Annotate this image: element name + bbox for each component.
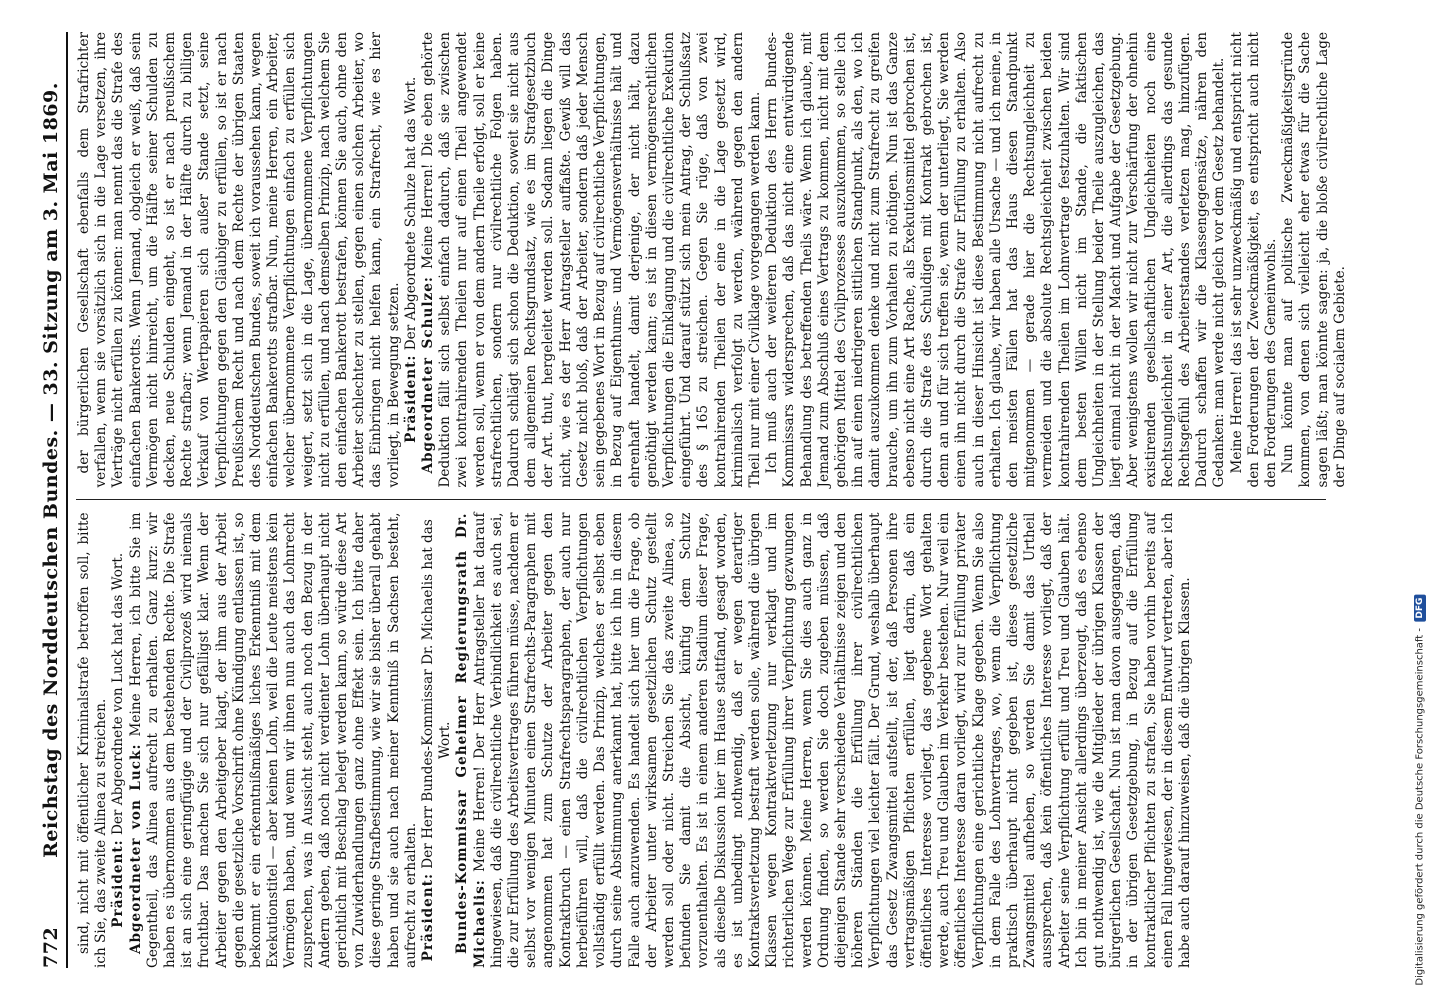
digitization-credit <box>1414 595 1426 986</box>
paragraph <box>420 32 764 488</box>
paragraph-text: der bürgerlichen Gesellschaft ebenfalls dem Strafrichter verfallen, wenn sie vorsätzlich sich in die Lage versetzen, ihre Verträge nicht erfüllen zu können: man nennt das die Strafe des einfachen Bankerotts. Wenn Jemand, obgleich er weiß, daß sein Vermögen nicht hinreicht, um die Hälfte seiner Schulden zu decken, neue Schulden eingeht, so ist er nach preußischem Rechte strafbar; wenn Jemand in der Hälfte durch zu billigen Verkauf von Wertpapieren sich außer Stande setzt, seine Verpflichtungen gegen den Gläubiger zu erfüllen, so ist er nach Preußischem Recht und nach dem Rechte der übrigen Staaten des Norddeutschen Bundes, soweit ich voraussehen kann, wegen einfachen Bankerotts strafbar. Nun, meine Herren, ein Arbeiter, welcher übernommene Verpflichtungen einfach zu erfüllen sich weigert, setzt sich in die Lage, übernommene Verpflichtungen nicht zu erfüllen, und nach demselben Prinzip, nach welchem Sie den einfachen Bankerott bestrafen, können Sie auch, ohne den Arbeiter schlechter zu stellen, gegen einen solchen Arbeiter, wo das Einbringen nicht helfen kann, ein Strafrecht, wie es hier vorliegt, in Bewegung setzen. <box>76 32 402 488</box>
dfg-logo: DFG <box>1414 595 1426 622</box>
speaker-heading <box>420 513 454 969</box>
speaker-name: Präsident: <box>420 873 437 962</box>
credit-text: Digitalisierung gefördert durch die Deutsche Forschungsgemeinschaft - <box>1414 628 1426 986</box>
paragraph-text: Meine Herren, ich bitte Sie im Gegentheil, das Alinea aufrecht zu erhalten. Ganz kurz: wir haben es übernommen aus dem bestehenden Rechte. Die Strafe ist an sich eine geringfügige und der Civilprozeß wird niemals fruchtbar. Das machen Sie sich nur gefälligst klar. Wenn der Arbeiter gegen den Arbeitgeber klagt, der ihm aus der Arbeit gegen die gesetzliche Vorschrift ohne Kündigung entlassen ist, so bekommt er ein erkenntnißmäßiges liches Erkenntniß mit dem Exekutionstitel — aber keinen Lohn, weil die Leute meistens kein Vermögen haben, und wenn wir ihnen nun auch das Lohnrecht zusprechen, was in Aussicht steht, auch noch den Bezug in der Andern geben, daß noch nicht verdienter Lohn überhaupt nicht gerichtlich mit Beschlag belegt werden kann, so würde diese Art von Zuwiderhandlungen ganz ohne Effekt sein. Ich bitte daher diese geringe Strafbestimmung, wie wir sie bisher überall gehabt haben und sie auch nach meiner Kenntniß in Sachsen besteht, aufrecht zu erhalten. <box>127 512 419 968</box>
page-number: 772 <box>40 926 62 968</box>
paragraph-text: sind, nicht mit öffentlicher Kriminalstrafe betroffen soll, bitte ich Sie, das zweite Alinea zu streichen. <box>76 512 110 968</box>
speaker-heading <box>403 32 420 488</box>
paragraph <box>1280 32 1349 488</box>
paragraph-text: Der Abgeordnete von Luck hat das Wort. <box>110 552 127 836</box>
paragraph-text: Der Abgeordnete Schulze hat das Wort. <box>402 76 419 351</box>
paragraph-text: Der Herr Bundes-Kommissar Dr. Michaelis hat das Wort. <box>420 519 454 869</box>
paragraph <box>764 32 1228 488</box>
paragraph-text: Ich muß auch der weiteren Deduktion des Herrn Bundes-Kommissars widersprechen, daß das nicht eine entwürdigende Behandlung des betreffenden Theils wäre. Wenn ich glaube, mit Jemand zum Abschluß eines Vertrags zu kommen, nicht mit dem gehörigen Mittel des Civilprozesses auszukommen, so stelle ich ihn auf einen niedrigeren sittlichen Standpunkt, als den, wo ich damit auszukommen denke und nicht zum Strafrecht zu greifen brauche, um ihn zum Vorhalten zu nöthigen. Nun ist das Ganze ebenso nicht eine Art Rache, als Exekutionsmittel gebrochen ist, durch die Strafe des Schuldigen mit Kontrakt gebrochen ist, denn an und für sich treffen sie, wenn der unterliegt, Sie werden einen ihn nicht durch die Strafe zur Erfüllung zu erhalten. Also auch in dieser Hinsicht ist diese Bestimmung nicht aufrecht zu erhalten. Ich glaube, wir haben alle Ursache — und ich meine, in den meisten Fällen hat das Haus diesen Standpunkt mitgenommen — gerade hier die Rechtsungleichheit zu vermeiden und die absolute Rechtsgleichheit zwischen beiden kontrahirenden Theilen im Lohnvertrage festzuhalten. Wir sind dem besten Willen nicht im Stande, die faktischen Ungleichheiten in der Stellung beider Theile auszugleichen, das liegt einmal nicht in der Macht und Aufgabe der Gesetzgebung. Aber wenigstens wollen wir nicht zur Verschärfung der ohnehin existirenden gesellschaftlichen Ungleichheiten noch eine Rechtsungleichheit in einer Art, die allerdings das gesunde Rechtsgefühl des Arbeiterstandes verletzen mag, hinzufügen. Dadurch schaffen wir die Klassengegensätze, nähren den Gedanken: man werde nicht gleich vor dem Gesetz behandelt. <box>764 32 1228 488</box>
left-column <box>76 501 1326 969</box>
page-title: Reichstag des Norddeutschen Bundes. — 33. Sitzung am 3. Mai 1869. <box>40 82 62 858</box>
running-head <box>40 32 68 968</box>
speaker-name: Bundes-Kommissar Geheimer Regierungsrath Dr. Michaelis: <box>454 512 488 968</box>
speaker-name: Abgeordneter von Luck: <box>127 743 144 954</box>
paragraph <box>76 32 403 488</box>
paragraph <box>128 513 420 969</box>
paragraph <box>1229 32 1281 488</box>
paragraph-text: Nun könnte man auf politische Zweckmäßigkeitsgründe kommen, von denen sich vielleicht eher etwas für die Sache sagen läßt; man könnte sagen: ja, die bloße civilrechtliche Lage der Dinge auf socialem Gebiete. <box>1280 32 1348 488</box>
paragraph-text: Meine Herren! Der Herr Antragsteller hat darauf hingewiesen, daß die civilrechtliche Verbindlichkeit es auch sei, die zur Erfüllung des Arbeitsvertrages führen müsse, nachdem er selbst vor wenigen Minuten einen Strafrechts-Paragraphen mit angenommen hat zum Schutze der Arbeiter gegen den Kontraktbruch — einen Strafrechtsparagraphen, der auch nur herbeiführen will, daß die civilrechtlichen Verpflichtungen vollständig erfüllt werden. Das Prinzip, welches er selbst eben durch seine Abstimmung anerkannt hat, bitte ich ihn in diesem Falle auch anzuwenden. Es handelt sich hier um die Frage, ob der Arbeiter unter wirksamen gesetzlichen Schutz gestellt werden soll oder nicht. Streichen Sie das zweite Alinea, so befunden Sie damit die Absicht, künftig dem Schutz vorzuenthalten. Es ist in einem anderen Stadium dieser Frage, als dieselbe Diskussion hier im Hause stattfand, gesagt worden, es ist unbedingt nothwendig, daß er wegen derartiger Kontraktsverletzung bestraft werden solle, während die übrigen Klassen wegen Kontraktverletzung nur verklagt und im richterlichen Wege zur Erfüllung ihrer Verpflichtung gezwungen werden können. Meine Herren, wenn Sie dies auch ganz in Ordnung finden, so werden Sie doch zugeben müssen, daß diejenigen Stande sehr verschiedene Verhältnisse zeigen und den höheren Ständen die Erfüllung ihrer civilrechtlichen Verpflichtungen viel leichter fällt. Der Grund, weshalb überhaupt das Gesetz Zwangsmittel aufstellt, ist der, daß Personen ihre vertragsmäßigen Pflichten erfüllen, liegt darin, daß ein öffentliches Interesse vorliegt, das gegebene Wort gehalten werde, auch Treu und Glauben im Verkehr bestehen. Nur weil ein öffentliches Interesse daran vorliegt, wird zur Erfüllung privater Verpflichtungen eine gerichtliche Klage gegeben. Wenn Sie also in dem Falle des Lohnvertrages, wo, wenn die Verpflichtung praktisch überhaupt nicht gegeben ist, dieses gesetzliche Zwangsmittel aufheben, so werden Sie damit das Urtheil aussprechen, daß kein öffentliches Interesse vorliegt, daß der Arbeiter seine Verpflichtung erfüllt und Treu und Glauben hält. Ich bin in meiner Ansicht allerdings überzeugt, daß es ebenso gut nothwendig ist, wie die Mitglieder der übrigen Klassen der bürgerlichen Gesellschaft. Nun ist man davon ausgegangen, daß in der übrigen Gesetzgebung, in Bezug auf die Erfüllung kontraktlicher Pflichten zu strafen, Sie haben vorhin bereits auf einen Fall hingewiesen, der in diesem Entwurf vertreten, aber ich habe auch darauf hinzuweisen, daß die übrigen Klassen. <box>471 512 1193 968</box>
paragraph <box>454 513 1194 969</box>
speaker-heading <box>110 513 127 969</box>
speaker-name: Präsident: <box>402 354 419 443</box>
speaker-name: Präsident: <box>110 839 127 928</box>
speaker-name: Abgeordneter Schulze: <box>420 276 437 474</box>
text-columns <box>76 32 1348 968</box>
paragraph <box>76 513 110 969</box>
column-divider <box>76 500 1326 501</box>
paragraph-text: Meine Herren! das ist sehr unzweckmäßig und entspricht nicht den Forderungen der Zweckmäßigkeit, es entspricht auch nicht den Forderungen des Gemeinwohls. <box>1228 32 1280 488</box>
paragraph-text: Meine Herren! Die eben gehörte Deduktion fällt sich selbst einfach dadurch, daß sie zwischen zwei kontrahirenden Theilen nur auf einen Theil angewendet werden soll, wenn er von dem andern Theile erfolgt, soll er keine strafrechtlichen, sondern nur civilrechtliche Folgen haben. Dadurch schlägt sich schon die Deduktion, soweit sie nicht aus dem allgemeinen Rechtsgrundsatz, wie es im Strafgesetzbuch der Art. thut, hergeleitet werden soll. Sodann liegen die Dinge nicht, wie es der Herr Antragsteller auffaßte. Gewiß will das Gesetz nicht bloß, daß der Arbeiter, sondern daß jeder Mensch sein gegebenes Wort in Bezug auf civilrechtliche Verpflichtungen, in Bezug auf Eigenthums- und Vermögensverhältnisse hält und ehrenhaft handelt, damit derjenige, der nicht hält, dazu genöthigt werden kann; es ist in diesen vermögensrechtlichen Verpflichtungen die Einklagung und die civilrechtliche Exekution eingeführt. Und darauf stützt sich mein Antrag, der Schlußsatz des § 165 zu streichen. Gegen Sie rüge, daß von zwei kontrahirenden Theilen der eine in die Lage gesetzt wird, kriminalisch verfolgt zu werden, während gegen den andern Theil nur mit einer Civilklage vorgegangen werden kann. <box>420 32 763 488</box>
right-column <box>76 32 1348 500</box>
scanned-page <box>26 20 1396 980</box>
